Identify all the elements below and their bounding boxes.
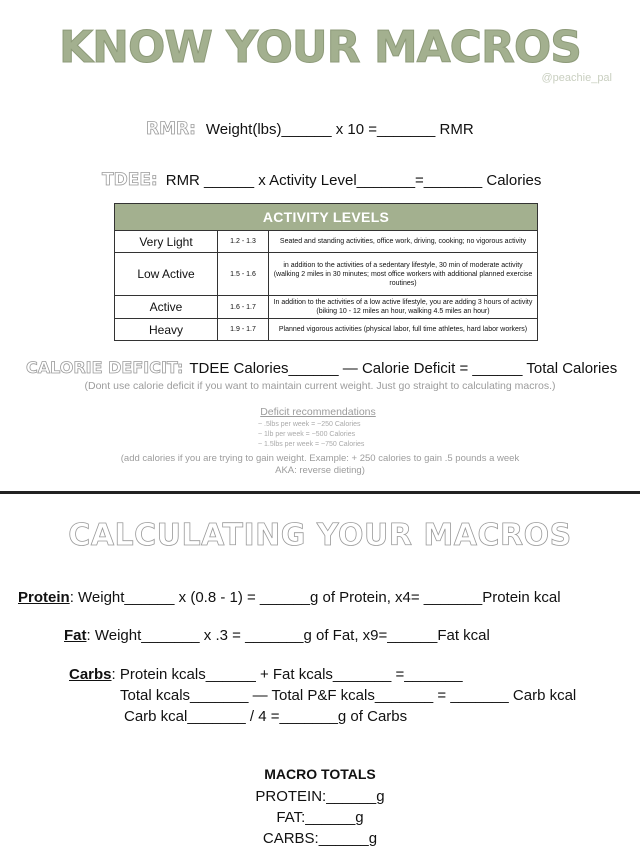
protein-formula: : Weight______ x (0.8 - 1) = ______g of Protein, x4= _______Protein kcal: [69, 589, 561, 606]
protein-label: Protein: [18, 589, 70, 606]
activity-multiplier: 1.9 - 1.7: [218, 319, 269, 341]
activity-description: Seated and standing activities, office work, driving, cooking; no vigorous activity: [269, 231, 538, 253]
calc-section-title: CALCULATING YOUR MACROS: [68, 518, 572, 553]
carbs-line: [69, 666, 463, 683]
gain-note-aka: AKA: reverse dieting): [275, 465, 365, 476]
rmr-label: RMR:: [146, 119, 196, 139]
rmr-line: [146, 119, 474, 139]
carbs-formula-3: Carb kcal_______ / 4 =_______g of Carbs: [124, 708, 408, 725]
activity-level: Very Light: [115, 231, 218, 253]
tdee-line: [102, 170, 541, 190]
deficit-label: CALORIE DEFICIT:: [26, 358, 184, 377]
table-row: [115, 319, 538, 341]
activity-multiplier: 1.2 - 1.3: [218, 231, 269, 253]
deficit-recommendation: ~ 1lb per week = ~500 Calories: [258, 431, 356, 438]
fat-label: Fat: [64, 627, 87, 644]
carbs-formula-1: : Protein kcals______ + Fat kcals_______ =_______: [111, 666, 463, 683]
protein-total: PROTEIN:______g: [255, 788, 385, 805]
fat-formula: : Weight_______ x .3 = _______g of Fat, x9=______Fat kcal: [86, 627, 490, 644]
activity-multiplier: 1.6 - 1.7: [218, 296, 269, 319]
section-divider: [0, 491, 640, 494]
activity-table-heading: ACTIVITY LEVELS: [115, 204, 538, 231]
carbs-total: CARBS:______g: [262, 830, 378, 847]
fat-total: FAT:______g: [276, 809, 364, 826]
table-row: [115, 231, 538, 253]
carbs-label: Carbs: [69, 666, 112, 683]
deficit-note: (Dont use calorie deficit if you want to maintain current weight. Just go straight to calculating macros.): [84, 380, 556, 392]
deficit-recommendations-title: Deficit recommendations: [260, 406, 376, 418]
activity-description: in addition to the activities of a sedentary lifestyle, 30 min of moderate activity (walking 2 miles in 30 minutes; most office workers with additional planned exercise routines): [269, 253, 538, 296]
fat-line: [64, 627, 490, 644]
deficit-line: [26, 358, 617, 377]
deficit-recommendation: ~ .5lbs per week = ~250 Calories: [258, 421, 361, 428]
tdee-label: TDEE:: [102, 170, 158, 190]
tdee-formula: RMR ______ x Activity Level_______=_______ Calories: [165, 172, 542, 189]
activity-level: Heavy: [115, 319, 218, 341]
table-row: [115, 253, 538, 296]
activity-description: In addition to the activities of a low active lifestyle, you are adding 3 hours of activity (biking 10 - 12 miles an hour, walking 4.5 miles an hour): [269, 296, 538, 319]
activity-description: Planned vigorous activities (physical labor, full time athletes, hard labor workers): [269, 319, 538, 341]
activity-level: Low Active: [115, 253, 218, 296]
gain-note: (add calories if you are trying to gain weight. Example: + 250 calories to gain .5 pounds a week: [120, 453, 520, 464]
author-handle: @peachie_pal: [541, 72, 612, 84]
protein-line: [18, 589, 561, 606]
carbs-formula-2: Total kcals_______ — Total P&F kcals_______ = _______ Carb kcal: [120, 687, 577, 704]
activity-level: Active: [115, 296, 218, 319]
activity-multiplier: 1.5 - 1.6: [218, 253, 269, 296]
activity-levels-table: [114, 203, 538, 341]
deficit-formula: TDEE Calories______ — Calorie Deficit = ______ Total Calories: [189, 360, 618, 377]
table-row: [115, 296, 538, 319]
macro-totals-heading: MACRO TOTALS: [264, 766, 376, 782]
rmr-formula: Weight(lbs)______ x 10 =_______ RMR: [205, 121, 474, 138]
page-title: KNOW YOUR MACROS: [59, 22, 581, 73]
deficit-recommendation: ~ 1.5lbs per week = ~750 Calories: [258, 441, 365, 448]
